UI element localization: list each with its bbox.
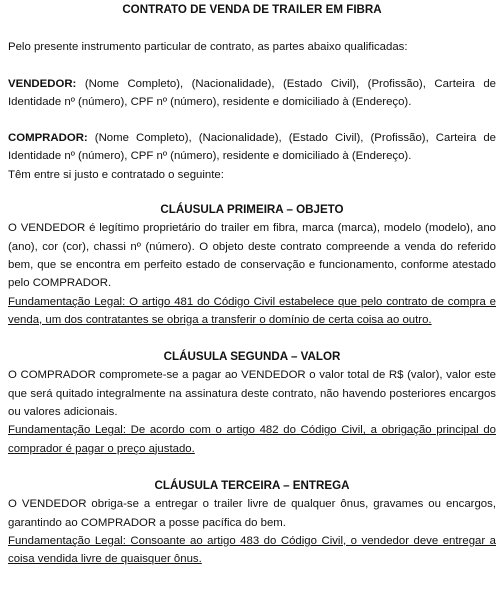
intro-paragraph: Pelo presente instrumento particular de contrato, as partes abaixo qualificadas: bbox=[8, 41, 408, 54]
agreement-line: Têm entre si justo e contratado o seguinte: bbox=[8, 168, 224, 181]
clause-3-body: O VENDEDOR obriga-se a entregar o trailer livre de qualquer ônus, gravames ou encargos, garantindo ao COMPRADOR a posse pacífica do bem. bbox=[8, 498, 496, 529]
clause-2-body: O COMPRADOR compromete-se a pagar ao VENDEDOR o valor total de R$ (valor), valor este que será quitado integralmente na assinatura deste contrato, não havendo posteriores encargos ou valores adicionais. bbox=[8, 369, 496, 419]
document-title: CONTRATO DE VENDA DE TRAILER EM FIBRA bbox=[122, 3, 382, 16]
buyer-label: COMPRADOR: bbox=[8, 132, 88, 145]
clause-2-title: CLÁUSULA SEGUNDA – VALOR bbox=[163, 350, 341, 364]
buyer-paragraph bbox=[8, 129, 496, 166]
clause-1-title: CLÁUSULA PRIMEIRA – OBJETO bbox=[160, 203, 344, 217]
seller-paragraph bbox=[8, 75, 496, 112]
buyer-details: (Nome Completo), (Nacionalidade), (Estado Civil), (Profissão), Carteira de Identidade nº (número), CPF nº (número), residente e domiciliado à (Endereço). bbox=[8, 132, 496, 163]
clause-1-legal-basis: Fundamentação Legal: O artigo 481 do Código Civil estabelece que pelo contrato de compra e venda, um dos contratantes se obriga a transferir o domínio de certa coisa ao outro. bbox=[8, 295, 496, 326]
contract-document bbox=[8, 0, 496, 568]
clause-2-legal-basis: Fundamentação Legal: De acordo com o artigo 482 do Código Civil, a obrigação principal do comprador é pagar o preço ajustado. bbox=[8, 424, 496, 455]
seller-label: VENDEDOR: bbox=[8, 77, 77, 90]
clause-3-title: CLÁUSULA TERCEIRA – ENTREGA bbox=[154, 478, 350, 492]
seller-details: (Nome Completo), (Nacionalidade), (Estado Civil), (Profissão), Carteira de Identidade nº (número), CPF nº (número), residente e domiciliado à (Endereço). bbox=[8, 77, 496, 108]
clause-1-body: O VENDEDOR é legítimo proprietário do trailer em fibra, marca (marca), modelo (modelo), ano (ano), cor (cor), chassi nº (número). O objeto deste contrato compreende a venda do referido bem, que se encontra em perfeito estado de conservação e funcionamento, conforme atestado pelo COMPRADOR. bbox=[8, 222, 496, 290]
clause-3-legal-basis: Fundamentação Legal: Consoante ao artigo 483 do Código Civil, o vendedor deve entregar a coisa vendida livre de quaisquer ônus. bbox=[8, 534, 496, 566]
